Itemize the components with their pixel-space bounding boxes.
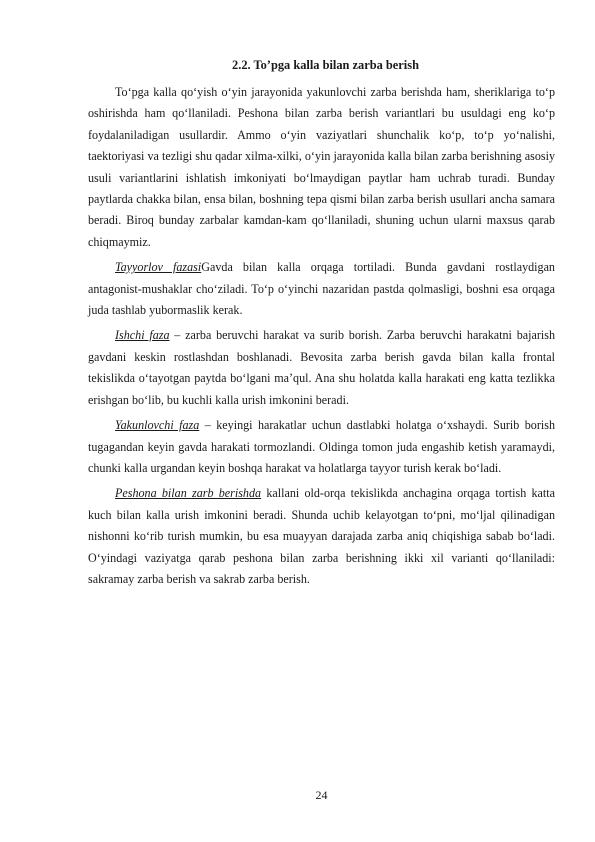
paragraph-text: kallani old-orqa tekislikda anchagina orqaga tortish katta kuch bilan kalla urish imkonini beradi. Shunda uchib kelayotgan to‘pni, mo‘ljal qilinadigan nishonni ko‘rib turish mumkin, bu esa muayyan darajada zarba aniq chiqishiga sabab bo‘ladi. O‘yindagi vaziyatga qarab peshona bilan zarba berishning ikki xil varianti qo‘llaniladi: sakramay zarba berish va sakrab zarba berish.: [88, 486, 555, 586]
paragraph-lead-term: Peshona bilan zarb berishda: [115, 486, 262, 501]
paragraph-forehead-strike: [88, 483, 555, 590]
paragraph-text: – keyingi harakatlar uchun dastlabki holatga o‘xshaydi. Surib borish tugagandan keyin gavda harakati tormozlandi. Oldinga tomon juda engashib ketish yaramaydi, chunki kalla urgandan keyin boshqa harakat va holatlarga tayyor turish kerak bo‘ladi.: [88, 418, 555, 475]
paragraph-lead-term: Yakunlovchi faza: [115, 418, 200, 433]
paragraph-working-phase: [88, 325, 555, 411]
paragraph-lead-term: Tayyorlov fazasi: [115, 260, 202, 275]
page-number: 24: [315, 788, 328, 802]
paragraph-intro: [88, 82, 555, 253]
paragraph-preparation-phase: [88, 257, 555, 321]
paragraph-text: To‘pga kalla qo‘yish o‘yin jarayonida yakunlovchi zarba berishda ham, sheriklariga to‘p oshirishda ham qo‘llaniladi. Peshona bilan zarba berish variantlari bu usuldagi eng ko‘p foydalaniladigan usullardir. Ammo o‘yin vaziyatlari shunchalik ko‘p, to‘p yo‘nalishi, taektoriyasi va tezligi shu qadar xilma-xilki, o‘yin jarayonida kalla bilan zarba berishning asosiy usuli variantlarini ishlatish imkoniyati bo‘lmaydigan paytlar ham uchrab turadi. Bunday paytlarda chakka bilan, ensa bilan, boshning tepa qismi bilan zarba berish usullari ancha samara beradi. Biroq bunday zarbalar kamdan-kam qo‘llaniladi, shuning uchun ularni maxsus qarab chiqmaymiz.: [88, 85, 555, 249]
section-title: 2.2. To’pga kalla bilan zarba berish: [232, 58, 419, 72]
paragraph-text: – zarba beruvchi harakat va surib borish. Zarba beruvchi harakatni bajarish gavdani keskin rostlashdan boshlanadi. Bevosita zarba berish gavda bilan kalla frontal tekislikda o‘tayotgan paytda bo‘lgani ma’qul. Ana shu holatda kalla harakati eng katta tezlikka erishgan bo‘lib, bu kuchli kalla urish imkonini beradi.: [88, 328, 555, 407]
paragraph-final-phase: [88, 415, 555, 479]
paragraph-text: Gavda bilan kalla orqaga tortiladi. Bunda gavdani rostlaydigan antagonist-mushaklar cho‘ziladi. To‘p o‘yinchi nazaridan pastda qolmasligi, boshni esa orqaga juda tashlab yubormaslik kerak.: [88, 260, 555, 318]
document-page: [88, 54, 555, 590]
paragraph-lead-term: Ishchi faza: [115, 328, 170, 343]
